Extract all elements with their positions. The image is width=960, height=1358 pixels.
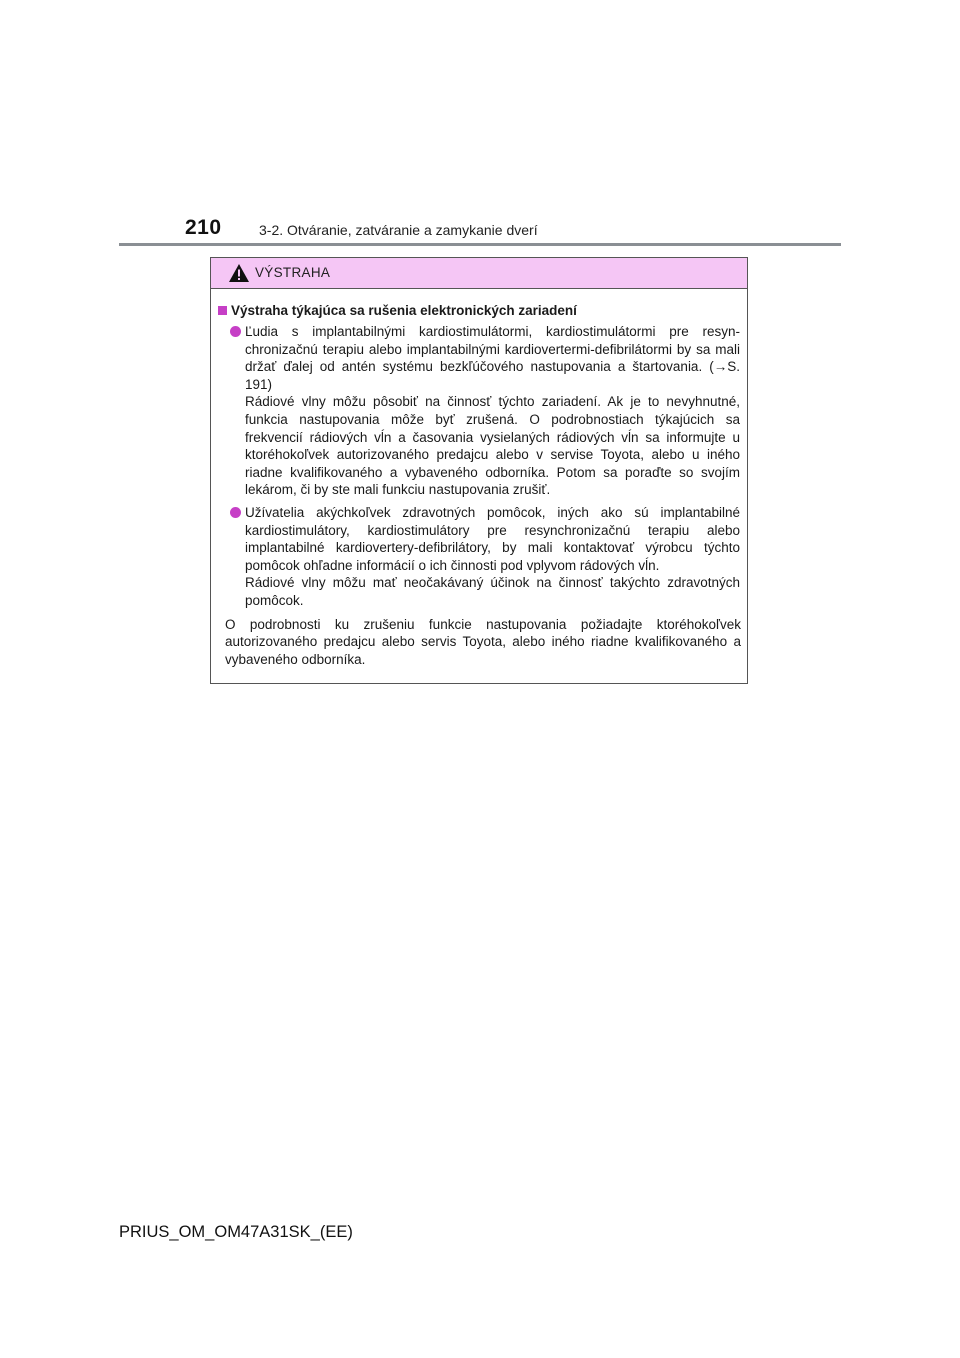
- list-item: [218, 323, 740, 499]
- warning-triangle-icon: [228, 263, 250, 283]
- warning-title: VÝSTRAHA: [255, 265, 331, 280]
- bullet-text: [245, 504, 740, 610]
- warning-box: [210, 257, 748, 684]
- section-title: 3-2. Otváranie, zatváranie a zamykanie dverí: [259, 222, 538, 238]
- page-number: 210: [185, 216, 222, 239]
- circle-bullet-icon: [230, 326, 241, 337]
- document-code: PRIUS_OM_OM47A31SK_(EE): [119, 1223, 353, 1241]
- warning-body: [211, 289, 747, 668]
- list-item: [218, 504, 740, 610]
- paragraph: Rádiové vlny môžu pôsobiť na činnosť týchto zariadení. Ak je to nevyhnutné, funkcia nastupovania môže byť zrušená. O podrobnostiach týkajúcich sa frekvencií rádiových vĺn a časovania vysielaných rádiových vĺn sa informujte u ktoréhokoľvek autorizovaného predajcu alebo v servise Toyota, alebo u iného riadne kvalifikovaného a vybaveného odborníka. Potom sa poraďte so svojím lekárom, či by ste mali funkciu nastupovania zrušiť.: [245, 394, 740, 498]
- circle-bullet-icon: [230, 507, 241, 518]
- warning-header: [211, 258, 747, 289]
- bullet-text: [245, 323, 740, 499]
- paragraph: Rádiové vlny môžu mať neočakávaný účinok na činnosť takýchto zdravotných pomôcok.: [245, 575, 740, 608]
- square-bullet-icon: [218, 306, 227, 315]
- paragraph: Užívatelia akýchkoľvek zdravotných pomôcok, iných ako sú implantabilné kardiostimulátory, kardiostimulátory pre resynchronizačnú terapiu alebo implantabilné kardiovertery-defibrilátory, by mali kontaktovať výrobcu týchto pomôcok ohľadne informácií o ich činnosti pod vplyvom rádových vĺn.: [245, 504, 740, 573]
- paragraph: Ľudia s implantabilnými kardiostimulátormi, kardiostimulátormi pre resynchronizačnú terapiu alebo implantabilnými kardiovertermi-defibrilátormi by sa mali držať ďalej od antén systému bezkľúčového nastupovania a štartovania. (→S. 191): [245, 324, 740, 392]
- closing-paragraph: O podrobnosti ku zrušeniu funkcie nastupovania požiadajte ktoréhokoľvek autorizovaného predajcu alebo servis Toyota, alebo iného riadne kvalifikovaného a vybaveného odborníka.: [225, 616, 741, 667]
- subheading-text: Výstraha týkajúca sa rušenia elektronických zariadení: [231, 303, 577, 318]
- header-rule: [119, 243, 841, 246]
- warning-subheading: [218, 302, 740, 320]
